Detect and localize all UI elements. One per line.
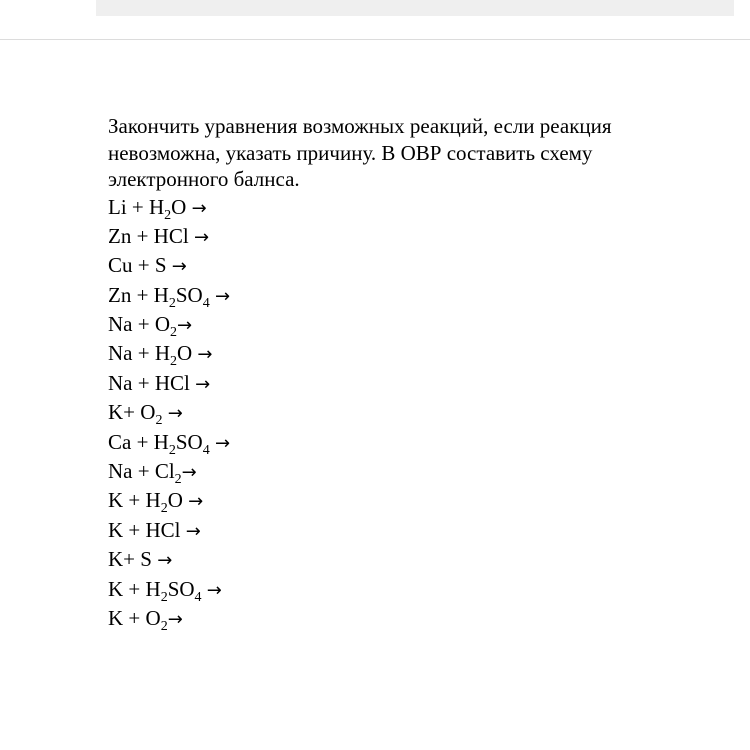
equation-text: Li + H (108, 194, 165, 219)
reaction-arrow: → (214, 432, 231, 454)
reaction-arrow: → (193, 226, 210, 248)
equation-line (108, 222, 708, 251)
reaction-arrow: → (188, 491, 204, 513)
equation-text: Zn + HCl (108, 223, 194, 248)
equation-line (108, 398, 708, 427)
equation-text: O (177, 341, 198, 366)
subscript: 2 (160, 618, 168, 634)
task-intro-line-1: Закончить уравнения возможных реакций, если реакция (108, 114, 612, 138)
subscript: 4 (194, 589, 202, 605)
equation-line (108, 369, 708, 398)
equation-text: K + HCl (108, 517, 186, 542)
equation-line (108, 281, 708, 310)
subscript: 4 (202, 295, 210, 311)
equation-text: O (171, 194, 192, 219)
equation-text: O (167, 488, 189, 513)
equation-line (108, 516, 708, 545)
equation-line (108, 339, 708, 368)
equation-line (108, 251, 708, 280)
equation-text: Zn + H (108, 282, 169, 307)
equation-text: Na + HCl (108, 370, 196, 395)
reaction-arrow: → (167, 403, 183, 425)
equation-text: K + H (108, 488, 161, 513)
equation-line (108, 428, 708, 457)
reaction-arrow: → (185, 520, 201, 542)
equation-text: K+ O (108, 400, 156, 425)
equation-line (108, 604, 708, 633)
subscript: 2 (160, 501, 168, 517)
equation-text: Ca + H (108, 429, 169, 454)
reaction-arrow: → (157, 550, 173, 572)
equation-list (108, 193, 708, 634)
top-bar (0, 0, 750, 40)
task-intro (108, 113, 708, 193)
equation-text: SO (167, 576, 195, 601)
equation-text: Na + Cl (108, 459, 175, 484)
reaction-arrow: → (181, 462, 197, 484)
equation-line (108, 545, 708, 574)
equation-line (108, 457, 708, 486)
reaction-arrow: → (197, 344, 213, 366)
task-content (108, 113, 708, 633)
reaction-arrow: → (171, 256, 187, 278)
subscript: 2 (160, 589, 168, 605)
task-intro-line-2: невозможна, указать причину. В ОВР составить схему (108, 140, 593, 165)
equation-text: K+ S (108, 547, 158, 572)
subscript: 2 (155, 413, 163, 429)
task-intro-line-3: электронного балнса. (108, 167, 300, 191)
subscript: 2 (168, 442, 176, 458)
reaction-arrow: → (214, 285, 231, 307)
equation-line (108, 310, 708, 339)
reaction-arrow: → (167, 608, 183, 630)
equation-line (108, 193, 708, 222)
equation-text: K + H (108, 576, 161, 601)
subscript: 2 (174, 472, 182, 488)
subscript: 2 (170, 325, 177, 341)
subscript: 2 (170, 354, 177, 370)
equation-text: Na + O (108, 312, 170, 337)
equation-text: SO (175, 429, 203, 454)
subscript: 4 (202, 442, 210, 458)
reaction-arrow: → (195, 373, 211, 395)
reaction-arrow: → (206, 579, 222, 601)
reaction-arrow: → (191, 197, 207, 219)
subscript: 2 (164, 207, 172, 223)
equation-text: K + O (108, 605, 161, 630)
subscript: 2 (168, 295, 176, 311)
equation-line (108, 575, 708, 604)
equation-text: SO (175, 282, 203, 307)
equation-text: Na + H (108, 341, 170, 366)
equation-text: Cu + S (108, 253, 172, 278)
reaction-arrow: → (177, 315, 193, 337)
top-bar-strip (96, 0, 734, 16)
equation-line (108, 486, 708, 515)
